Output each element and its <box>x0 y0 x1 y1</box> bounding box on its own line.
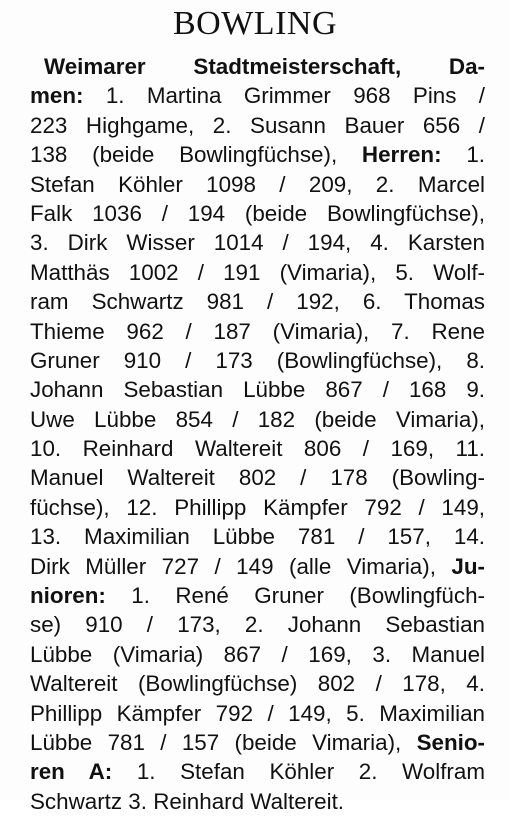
result-text: ram Schwartz 981 / 192, 6. Thomas <box>30 289 485 315</box>
article-line <box>30 52 485 81</box>
section-label: ren A: <box>30 759 113 785</box>
result-text: Stefan Köhler 1098 / 209, 2. Marcel <box>30 171 485 197</box>
result-text: 13. Maximilian Lübbe 781 / 157, 14. <box>30 524 485 550</box>
result-text: Matthäs 1002 / 191 (Vimaria), 5. Wolf- <box>30 259 485 285</box>
article-line <box>30 787 485 816</box>
article-line <box>30 581 485 610</box>
article-line <box>30 199 485 228</box>
result-text: se) 910 / 173, 2. Johann Sebastian <box>30 612 485 638</box>
result-text: Gruner 910 / 173 (Bowlingfüchse), 8. <box>30 347 485 373</box>
section-label: men: <box>30 83 84 109</box>
result-text: Waltereit (Bowlingfüchse) 802 / 178, 4. <box>30 671 485 697</box>
result-text: 138 (beide Bowlingfüchse), <box>30 142 362 168</box>
article-line <box>30 405 485 434</box>
article-line <box>30 287 485 316</box>
result-text: Johann Sebastian Lübbe 867 / 168 9. <box>30 377 485 403</box>
result-text: Phillipp Kämpfer 792 / 149, 5. Maximilian <box>30 700 485 726</box>
result-text: 10. Reinhard Waltereit 806 / 169, 11. <box>30 436 485 462</box>
result-text: 1. René Gruner (Bowlingfüch- <box>105 583 485 609</box>
article-line <box>30 757 485 786</box>
result-text: Lübbe (Vimaria) 867 / 169, 3. Manuel <box>30 641 485 667</box>
result-text: 1. <box>441 142 485 168</box>
result-text: Manuel Waltereit 802 / 178 (Bowling- <box>30 465 485 491</box>
result-text: Lübbe 781 / 157 (beide Vimaria), <box>30 729 417 755</box>
section-label: nioren: <box>30 583 106 609</box>
result-text: 1. Martina Grimmer 968 Pins / <box>83 83 485 109</box>
article-line <box>30 728 485 757</box>
article-line <box>30 81 485 110</box>
article-line <box>30 258 485 287</box>
headline: BOWLING <box>172 5 338 42</box>
result-text: Falk 1036 / 194 (beide Bowlingfüchse), <box>30 200 485 226</box>
article-line <box>30 669 485 698</box>
article-line <box>30 140 485 169</box>
article-line <box>30 375 485 404</box>
result-text: Thieme 962 / 187 (Vimaria), 7. Rene <box>30 318 485 344</box>
result-text: Uwe Lübbe 854 / 182 (beide Vimaria), <box>30 406 485 432</box>
article-body <box>30 52 485 816</box>
article-line <box>30 552 485 581</box>
result-text: 1. Stefan Köhler 2. Wolfram <box>112 759 485 785</box>
section-label: Weimarer Stadtmeisterschaft, Da- <box>44 54 485 79</box>
article-line <box>30 699 485 728</box>
result-text: Schwartz 3. Reinhard Waltereit. <box>30 788 345 814</box>
section-label: Herren: <box>361 142 442 168</box>
article-line <box>30 463 485 492</box>
article-line <box>30 522 485 551</box>
result-text: 3. Dirk Wisser 1014 / 194, 4. Karsten <box>30 230 485 256</box>
article-line <box>30 640 485 669</box>
article-line <box>30 170 485 199</box>
result-text: 223 Highgame, 2. Susann Bauer 656 / <box>30 112 485 138</box>
result-text: füchse), 12. Phillipp Kämpfer 792 / 149, <box>30 494 485 520</box>
article-line <box>30 493 485 522</box>
article-line <box>30 610 485 639</box>
article-line <box>30 434 485 463</box>
section-label: Ju- <box>451 553 485 579</box>
article-line <box>30 228 485 257</box>
section-label: Senio- <box>416 729 485 755</box>
article-line <box>30 111 485 140</box>
article-line <box>30 317 485 346</box>
article-line <box>30 346 485 375</box>
result-text: Dirk Müller 727 / 149 (alle Vimaria), <box>30 553 452 579</box>
